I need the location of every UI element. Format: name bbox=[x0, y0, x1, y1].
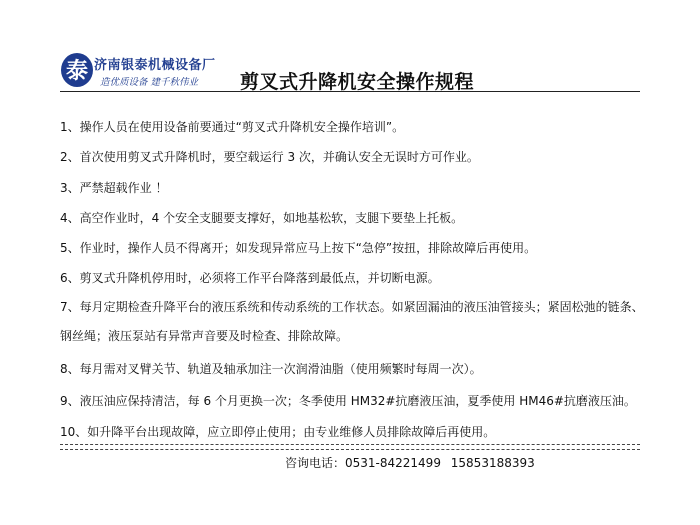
rule-item-5: 5、作业时，操作人员不得离开；如发现异常应马上按下“急停”按扭，排除故障后再使用。 bbox=[60, 241, 537, 255]
rule-item-6: 6、剪叉式升降机停用时，必须将工作平台降落到最低点，并切断电源。 bbox=[60, 271, 440, 285]
footer-divider-top bbox=[60, 444, 640, 445]
contact-mobile: 15853188393 bbox=[450, 456, 535, 470]
company-logo bbox=[60, 52, 216, 90]
rule-item-3: 3、严禁超载作业 ！ bbox=[60, 181, 168, 195]
rule-item-7: 7、每月定期检查升降平台的液压系统和传动系统的工作状态。如紧固漏油的液压油管接头；紧固松弛的链条、钢丝绳；液压泵站有异常声音要及时检查、排除故障。 bbox=[60, 300, 644, 343]
rule-item-10: 10、如升降平台出现故障，应立即停止使用；由专业维修人员排除故障后再使用。 bbox=[60, 425, 496, 439]
logo-company-name: 济南银泰机械设备厂 bbox=[94, 58, 216, 73]
svg-text:泰: 泰 bbox=[65, 58, 89, 84]
contact-info bbox=[285, 454, 541, 471]
logo-slogan: 造优质设备 建千秋伟业 bbox=[100, 77, 199, 88]
rule-item-9: 9、液压油应保持清洁，每 6 个月更换一次；冬季使用 HM32#抗磨液压油，夏季使用 HM46#抗磨液压油。 bbox=[60, 394, 636, 408]
rule-item-1: 1、操作人员在使用设备前要通过“剪叉式升降机安全操作培训”。 bbox=[60, 120, 405, 134]
header-divider bbox=[60, 91, 640, 92]
page-title: 剪叉式升降机安全操作规程 bbox=[240, 71, 475, 93]
contact-phone: 咨询电话：0531-84221499 bbox=[285, 456, 441, 470]
rule-item-4: 4、高空作业时，4 个安全支腿要支撑好，如地基松软，支腿下要垫上托板。 bbox=[60, 211, 464, 225]
footer-divider-bottom bbox=[60, 449, 640, 450]
rule-item-8: 8、每月需对叉臂关节、轨道及轴承加注一次润滑油脂（使用频繁时每周一次）。 bbox=[60, 362, 482, 376]
logo-mark-icon bbox=[60, 52, 94, 88]
rule-item-2: 2、首次使用剪叉式升降机时，要空载运行 3 次，并确认安全无误时方可作业。 bbox=[60, 150, 479, 164]
